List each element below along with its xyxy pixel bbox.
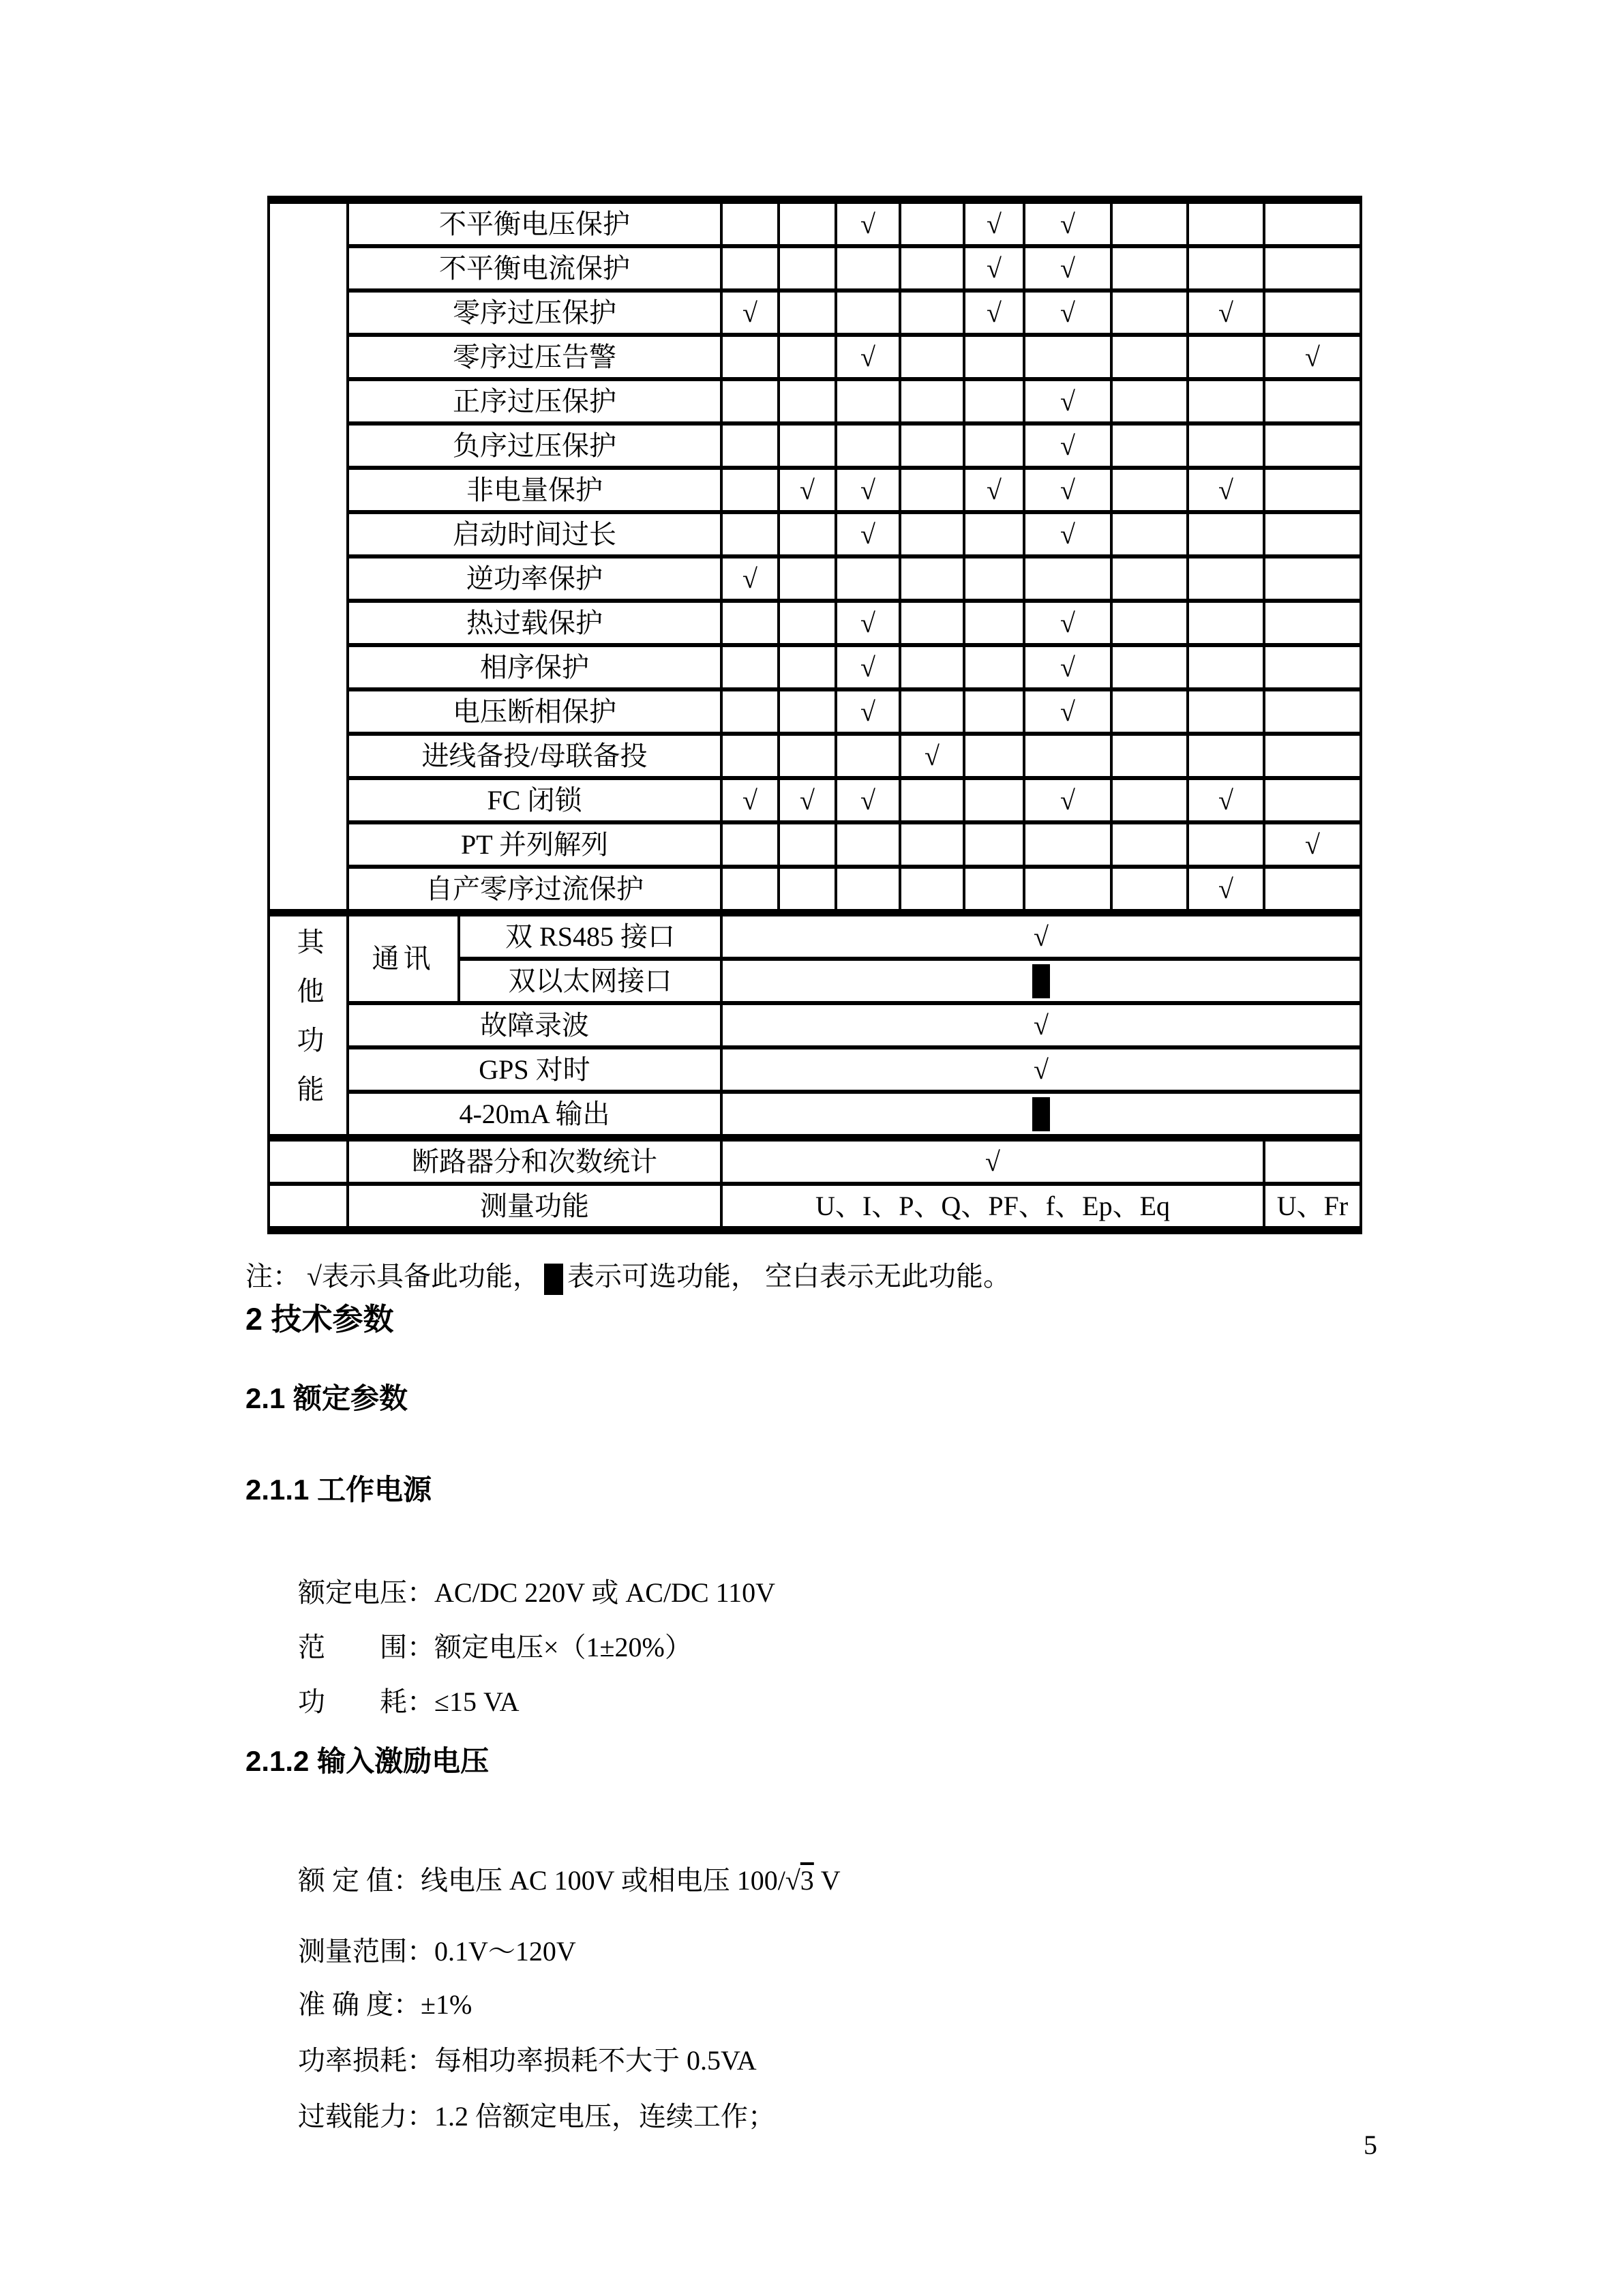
check-cell <box>1111 512 1188 556</box>
check-cell <box>900 246 964 290</box>
check-cell <box>721 468 779 512</box>
check-cell <box>1188 512 1264 556</box>
check-cell <box>1024 822 1111 867</box>
power-loss-line: 功率损耗：每相功率损耗不大于 0.5VA <box>298 2045 757 2076</box>
check-cell <box>1264 689 1361 734</box>
rated-value-unit: V <box>813 1865 841 1896</box>
check-cell <box>1111 468 1188 512</box>
check-cell <box>1264 512 1361 556</box>
row-label-cell: 相序保护 <box>348 645 721 689</box>
function-table <box>267 196 1362 1234</box>
check-cell <box>964 689 1024 734</box>
check-cell <box>836 822 900 867</box>
check-cell <box>900 822 964 867</box>
check-cell <box>964 778 1024 822</box>
check-cell <box>1111 290 1188 335</box>
check-cell <box>964 734 1024 778</box>
check-cell <box>721 379 779 423</box>
merged-check-cell <box>721 959 1361 1003</box>
check-cell: √ <box>1188 290 1264 335</box>
note-suffix: 表示可选功能， 空白表示无此功能。 <box>567 1261 1010 1292</box>
check-cell <box>1024 335 1111 379</box>
check-cell <box>1188 556 1264 601</box>
check-cell <box>900 778 964 822</box>
check-cell <box>900 689 964 734</box>
check-cell <box>1024 556 1111 601</box>
row-label-cell: PT 并列解列 <box>348 822 721 867</box>
row-label-cell: 4-20mA 输出 <box>348 1092 721 1138</box>
check-cell <box>836 734 900 778</box>
check-cell: √ <box>1188 468 1264 512</box>
check-cell <box>1188 734 1264 778</box>
check-cell <box>1264 778 1361 822</box>
check-cell <box>900 468 964 512</box>
row-label-cell: 测量功能 <box>348 1184 721 1230</box>
check-cell <box>779 246 836 290</box>
check-cell <box>721 822 779 867</box>
sqrt-sign: √ <box>785 1865 800 1896</box>
check-cell <box>779 601 836 645</box>
row-label-cell: 零序过压告警 <box>348 335 721 379</box>
section-heading-2-1-1: 2.1.1 工作电源 <box>245 1474 432 1506</box>
rated-voltage-line: 额定电压：AC/DC 220V 或 AC/DC 110V <box>298 1577 776 1608</box>
row-label-cell: 故障录波 <box>348 1003 721 1047</box>
check-cell <box>836 290 900 335</box>
check-cell <box>1188 423 1264 468</box>
row-label-cell: 双以太网接口 <box>459 959 721 1003</box>
check-cell: √ <box>1024 512 1111 556</box>
merged-check-cell: √ <box>721 1003 1361 1047</box>
section-heading-2: 2 技术参数 <box>245 1302 394 1337</box>
check-cell <box>1264 290 1361 335</box>
check-cell <box>721 867 779 913</box>
rated-value-prefix: 额 定 值：线电压 AC 100V 或相电压 100/ <box>298 1865 785 1896</box>
check-cell: √ <box>1024 601 1111 645</box>
check-cell <box>1264 734 1361 778</box>
section-heading-2-1: 2.1 额定参数 <box>245 1382 408 1414</box>
check-cell: √ <box>1024 246 1111 290</box>
optional-mark-icon <box>1032 1097 1050 1131</box>
empty-cell <box>269 1184 348 1230</box>
check-cell <box>900 867 964 913</box>
merged-check-cell: √ <box>721 1138 1264 1184</box>
row-label-cell: 逆功率保护 <box>348 556 721 601</box>
check-cell: √ <box>1024 468 1111 512</box>
check-cell <box>900 290 964 335</box>
check-cell <box>779 379 836 423</box>
check-cell <box>964 601 1024 645</box>
check-cell <box>1111 734 1188 778</box>
protection-group-cell <box>269 200 348 913</box>
check-cell <box>1264 645 1361 689</box>
check-cell: √ <box>1024 423 1111 468</box>
check-cell <box>1188 246 1264 290</box>
row-label-cell: 双 RS485 接口 <box>459 913 721 959</box>
check-cell <box>1111 601 1188 645</box>
check-cell: √ <box>964 246 1024 290</box>
check-cell: √ <box>1188 778 1264 822</box>
overload-line: 过载能力：1.2 倍额定电压，连续工作； <box>298 2101 775 2132</box>
measure-last-cell: U、Fr <box>1264 1184 1361 1230</box>
check-cell <box>1111 822 1188 867</box>
check-cell <box>900 645 964 689</box>
row-label-cell: 负序过压保护 <box>348 423 721 468</box>
check-cell: √ <box>836 689 900 734</box>
check-cell <box>836 867 900 913</box>
check-cell: √ <box>1188 867 1264 913</box>
page-number: 5 <box>1364 2130 1377 2160</box>
check-cell: √ <box>836 468 900 512</box>
check-cell: √ <box>1024 645 1111 689</box>
check-cell <box>779 867 836 913</box>
check-cell: √ <box>779 468 836 512</box>
check-cell: √ <box>1024 200 1111 246</box>
check-cell <box>721 423 779 468</box>
measure-values-cell: U、I、P、Q、PF、f、Ep、Eq <box>721 1184 1264 1230</box>
check-cell <box>1264 200 1361 246</box>
check-cell <box>836 379 900 423</box>
row-label-cell: 正序过压保护 <box>348 379 721 423</box>
check-cell <box>1264 556 1361 601</box>
note-prefix: 注： √表示具备此功能， <box>245 1261 540 1292</box>
check-cell <box>900 556 964 601</box>
check-cell <box>779 335 836 379</box>
check-cell <box>1188 689 1264 734</box>
check-cell <box>964 335 1024 379</box>
check-cell <box>721 689 779 734</box>
check-cell: √ <box>1024 778 1111 822</box>
check-cell: √ <box>1264 822 1361 867</box>
check-cell: √ <box>1024 689 1111 734</box>
check-cell <box>1264 246 1361 290</box>
check-cell <box>964 645 1024 689</box>
check-cell: √ <box>721 556 779 601</box>
check-cell <box>721 734 779 778</box>
check-cell <box>1111 556 1188 601</box>
check-cell: √ <box>1264 335 1361 379</box>
sqrt-radicand: 3 <box>800 1865 814 1896</box>
voltage-range-line: 范 围：额定电压×（1±20%） <box>298 1632 692 1663</box>
check-cell <box>721 645 779 689</box>
check-cell: √ <box>836 645 900 689</box>
check-cell <box>1188 379 1264 423</box>
check-cell <box>1264 468 1361 512</box>
check-cell <box>721 601 779 645</box>
row-label-cell: 非电量保护 <box>348 468 721 512</box>
row-label-cell: 不平衡电压保护 <box>348 200 721 246</box>
check-cell <box>779 556 836 601</box>
check-cell <box>900 423 964 468</box>
check-cell <box>1188 645 1264 689</box>
check-cell <box>1111 335 1188 379</box>
check-cell <box>964 423 1024 468</box>
measure-range-line: 测量范围：0.1V～120V <box>298 1936 576 1967</box>
check-cell <box>964 512 1024 556</box>
empty-cell <box>269 1138 348 1184</box>
check-cell <box>779 200 836 246</box>
check-cell: √ <box>900 734 964 778</box>
check-cell <box>1188 200 1264 246</box>
check-cell: √ <box>721 778 779 822</box>
check-cell <box>964 822 1024 867</box>
check-cell: √ <box>836 200 900 246</box>
check-cell <box>779 290 836 335</box>
check-cell <box>1111 778 1188 822</box>
row-label-cell: 断路器分和次数统计 <box>348 1138 721 1184</box>
check-cell <box>1024 867 1111 913</box>
optional-mark-icon <box>1032 964 1050 998</box>
check-cell <box>1111 867 1188 913</box>
check-cell: √ <box>964 468 1024 512</box>
check-cell: √ <box>836 601 900 645</box>
check-cell <box>1111 689 1188 734</box>
check-cell <box>1188 601 1264 645</box>
comm-group-label: 通讯 <box>372 943 435 974</box>
other-functions-group-label: 其他功能 <box>293 927 324 1124</box>
check-cell <box>721 512 779 556</box>
check-cell: √ <box>964 200 1024 246</box>
check-cell <box>964 867 1024 913</box>
check-cell <box>1188 822 1264 867</box>
check-cell <box>1111 246 1188 290</box>
check-cell: √ <box>836 335 900 379</box>
power-consumption-line: 功 耗：≤15 VA <box>298 1686 520 1717</box>
check-cell <box>779 822 836 867</box>
check-cell <box>779 423 836 468</box>
check-cell <box>721 335 779 379</box>
merged-check-cell <box>721 1092 1361 1138</box>
check-cell <box>1264 867 1361 913</box>
check-cell <box>779 645 836 689</box>
check-cell <box>1264 423 1361 468</box>
check-cell: √ <box>836 512 900 556</box>
row-label-cell: 热过载保护 <box>348 601 721 645</box>
check-cell <box>964 379 1024 423</box>
check-cell <box>721 200 779 246</box>
check-cell <box>836 246 900 290</box>
check-cell: √ <box>779 778 836 822</box>
check-cell <box>1264 379 1361 423</box>
other-functions-group-cell <box>269 913 348 1138</box>
check-cell: √ <box>836 778 900 822</box>
check-cell <box>1111 423 1188 468</box>
check-cell <box>779 734 836 778</box>
check-cell <box>1111 645 1188 689</box>
row-label-cell: 电压断相保护 <box>348 689 721 734</box>
check-cell: √ <box>721 290 779 335</box>
row-label-cell: GPS 对时 <box>348 1047 721 1092</box>
check-cell <box>721 246 779 290</box>
check-cell <box>900 200 964 246</box>
check-cell <box>1111 379 1188 423</box>
row-label-cell: FC 闭锁 <box>348 778 721 822</box>
check-cell <box>836 423 900 468</box>
table-note <box>245 1260 1010 1295</box>
merged-check-cell: √ <box>721 913 1361 959</box>
check-cell: √ <box>1024 290 1111 335</box>
check-cell <box>1024 734 1111 778</box>
check-cell <box>1264 1138 1361 1184</box>
check-cell <box>900 601 964 645</box>
check-cell <box>900 335 964 379</box>
merged-check-cell: √ <box>721 1047 1361 1092</box>
check-cell <box>964 556 1024 601</box>
row-label-cell: 进线备投/母联备投 <box>348 734 721 778</box>
check-cell <box>1264 601 1361 645</box>
check-cell: √ <box>1024 379 1111 423</box>
check-cell <box>779 512 836 556</box>
accuracy-line: 准 确 度：±1% <box>298 1989 472 2020</box>
row-label-cell: 启动时间过长 <box>348 512 721 556</box>
check-cell <box>836 556 900 601</box>
check-cell <box>1111 200 1188 246</box>
check-cell <box>1188 335 1264 379</box>
check-cell <box>900 379 964 423</box>
optional-mark-icon <box>544 1264 563 1295</box>
check-cell: √ <box>964 290 1024 335</box>
check-cell <box>779 689 836 734</box>
rated-value-line <box>298 1864 841 1897</box>
comm-group-cell <box>348 913 459 1004</box>
section-heading-2-1-2: 2.1.2 输入激励电压 <box>245 1745 490 1777</box>
row-label-cell: 自产零序过流保护 <box>348 867 721 913</box>
row-label-cell: 不平衡电流保护 <box>348 246 721 290</box>
row-label-cell: 零序过压保护 <box>348 290 721 335</box>
check-cell <box>900 512 964 556</box>
